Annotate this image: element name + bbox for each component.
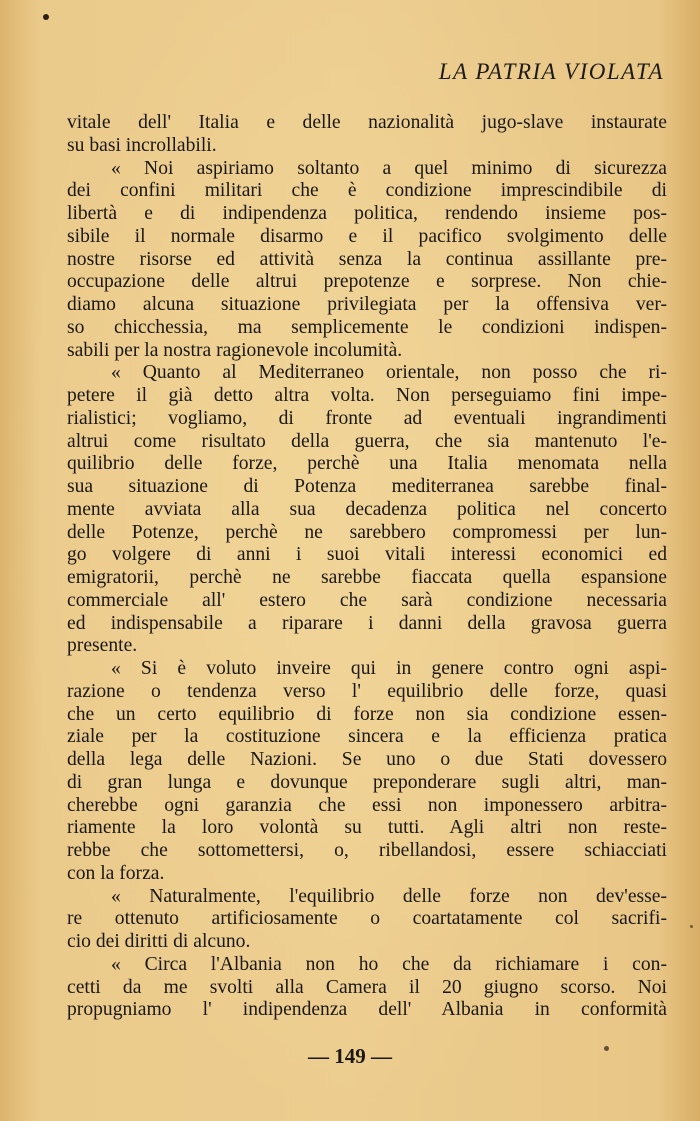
text-line: ed indispensabile a riparare i danni della gravosa guerra	[67, 612, 667, 634]
text-line: occupazione delle altrui prepotenze e sorprese. Non chie-	[67, 271, 667, 293]
text-line: di gran lunga e dovunque preponderare sugli altri, man-	[67, 771, 667, 793]
text-line: sabili per la nostra ragionevole incolumità.	[67, 339, 403, 361]
text-line: go volgere di anni i suoi vitali interessi economici ed	[67, 544, 667, 566]
text-line: della lega delle Nazioni. Se uno o due Stati dovessero	[67, 749, 667, 770]
text-line: altrui come risultato della guerra, che sia mantenuto l'e-	[67, 430, 667, 452]
text-line: presente.	[67, 635, 138, 657]
running-head: LA PATRIA VIOLATA	[438, 59, 664, 84]
text-line: mente avviata alla sua decadenza politica nel concerto	[67, 498, 667, 520]
text-line: « Quanto al Mediterraneo orientale, non posso che ri-	[111, 362, 667, 384]
text-line: sibile il normale disarmo e il pacifico svolgimento delle	[67, 225, 667, 247]
text-line: riamente la loro volontà su tutti. Agli altri non reste-	[67, 817, 667, 839]
text-line: so chicchessia, ma semplicemente le condizioni indispen-	[67, 316, 667, 338]
text-line: delle Potenze, perchè ne sarebbero compromessi per lun-	[67, 521, 667, 543]
body-text	[67, 112, 667, 1022]
text-line: cetti da me svolti alla Camera il 20 giugno scorso. Noi	[67, 976, 667, 998]
text-line: cherebbe ogni garanzia che essi non imponessero arbitra-	[67, 794, 667, 816]
text-line: quilibrio delle forze, perchè una Italia menomata nella	[67, 453, 667, 475]
text-line: rialistici; vogliamo, di fronte ad eventuali ingrandimenti	[67, 407, 667, 429]
ink-speck	[43, 14, 49, 20]
text-line: « Naturalmente, l'equilibrio delle forze non dev'esse-	[111, 885, 667, 907]
text-line: « Circa l'Albania non ho che da richiamare i con-	[111, 953, 667, 975]
text-line: su basi incrollabili.	[67, 134, 217, 156]
text-line: commerciale all' estero che sarà condizione necessaria	[67, 589, 667, 611]
text-line: rebbe che sottomettersi, o, ribellandosi, essere schiacciati	[67, 840, 667, 861]
text-line: razione o tendenza verso l' equilibrio delle forze, quasi	[67, 680, 667, 702]
text-line: nostre risorse ed attività senza la continua assillante pre-	[67, 248, 667, 270]
text-line: « Noi aspiriamo soltanto a quel minimo di sicurezza	[111, 157, 667, 179]
text-line: con la forza.	[67, 862, 165, 884]
text-line: dei confini militari che è condizione imprescindibile di	[67, 180, 667, 202]
text-line: « Si è voluto inveire qui in genere contro ogni aspi-	[111, 658, 667, 679]
text-line: re ottenuto artificiosamente o coartatamente col sacrifi-	[67, 908, 667, 930]
text-line: vitale dell' Italia e delle nazionalità jugo-slave instaurate	[67, 112, 667, 133]
text-line: petere il già detto altra volta. Non perseguiamo fini impe-	[67, 385, 667, 406]
text-line: ziale per la costituzione sincera e la efficienza pratica	[67, 726, 667, 748]
ink-speck	[690, 925, 693, 928]
text-line: che un certo equilibrio di forze non sia condizione essen-	[67, 703, 667, 725]
text-line: libertà e di indipendenza politica, rendendo insieme pos-	[67, 203, 667, 224]
text-line: propugniamo l' indipendenza dell' Albania in conformità	[67, 999, 667, 1021]
page-number: — 149 —	[308, 1044, 392, 1068]
text-line: sua situazione di Potenza mediterranea sarebbe final-	[67, 476, 667, 497]
text-line: diamo alcuna situazione privilegiata per la offensiva ver-	[67, 294, 667, 315]
text-line: cio dei diritti di alcuno.	[67, 931, 251, 952]
text-line: emigratorii, perchè ne sarebbe fiaccata quella espansione	[67, 567, 667, 588]
